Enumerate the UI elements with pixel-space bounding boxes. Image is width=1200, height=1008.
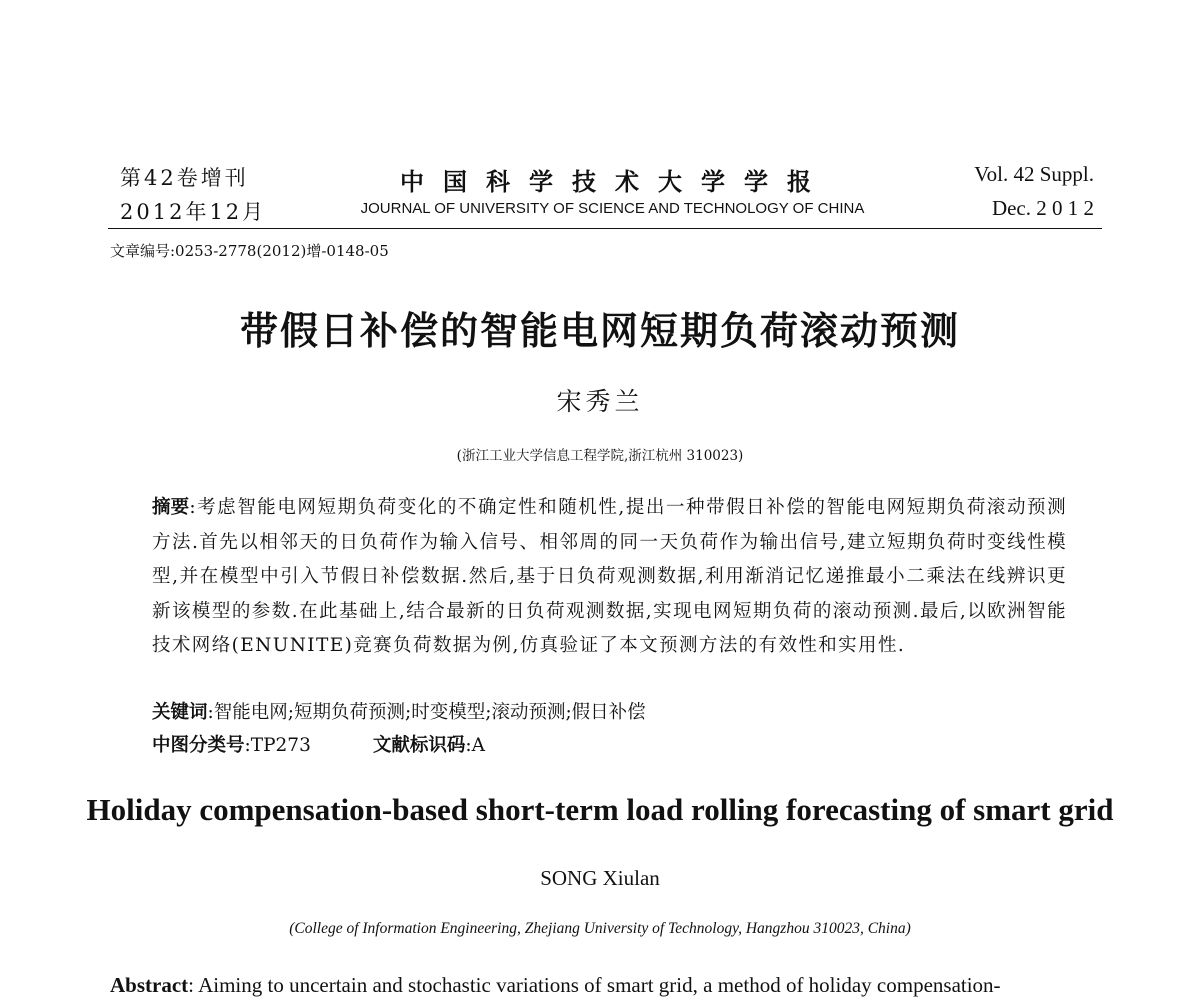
volume-issue-en: Vol. 42 Suppl.	[974, 162, 1094, 186]
volume-issue-cn: 第42卷增刊	[120, 166, 249, 190]
doc-code-label: 文献标识码	[372, 735, 466, 756]
clc-label: 中图分类号	[152, 735, 245, 756]
keywords-cn-text: :智能电网;短期负荷预测;时变模型;滚动预测;假日补偿	[207, 702, 646, 723]
paper-title-en: Holiday compensation-based short-term load rolling forecasting of smart grid	[86, 792, 1114, 827]
abstract-en	[110, 968, 1100, 1002]
author-name-en: SONG Xiulan	[540, 866, 660, 890]
affiliation-cn: (浙江工业大学信息工程学院,浙江杭州 310023)	[456, 448, 744, 464]
abstract-cn-label: 摘要	[152, 497, 190, 518]
author-name-cn: 宋秀兰	[556, 387, 644, 416]
doc-code-value: :A	[465, 735, 485, 756]
journal-title-cn: 中国科学技术大学学报	[400, 167, 830, 196]
affiliation-en: (College of Information Engineering, Zhejiang University of Technology, Hangzhou 310023, China)	[289, 920, 911, 937]
keywords-cn-label: 关键词	[152, 702, 208, 723]
article-number: 文章编号:0253-2778(2012)增-0148-05	[110, 242, 389, 260]
abstract-en-label: Abstract	[110, 973, 189, 997]
journal-title-en: JOURNAL OF UNIVERSITY OF SCIENCE AND TECHNOLOGY OF CHINA	[360, 200, 865, 217]
abstract-cn-text: :考虑智能电网短期负荷变化的不确定性和随机性,提出一种带假日补偿的智能电网短期负荷滚动预测方法.首先以相邻天的日负荷作为输入信号、相邻周的同一天负荷作为输出信号,建立短期负荷时变线性模型,并在模型中引入节假日补偿数据.然后,基于日负荷观测数据,利用渐消记忆递推最小二乘法在线辨识更新该模型的参数.在此基础上,结合最新的日负荷观测数据,实现电网短期负荷的滚动预测.最后,以欧洲智能技术网络(ENUNITE)竞赛负荷数据为例,仿真验证了本文预测方法的有效性和实用性.	[152, 497, 1067, 656]
keywords-cn	[152, 698, 646, 724]
classification-line	[152, 731, 485, 757]
date-cn: 2012年12月	[120, 200, 267, 224]
clc-value: :TP273	[244, 735, 311, 756]
abstract-en-text: : Aiming to uncertain and stochastic variations of smart grid, a method of holiday compensation-	[188, 973, 1001, 997]
abstract-cn	[152, 491, 1067, 664]
paper-title-cn: 带假日补偿的智能电网短期负荷滚动预测	[239, 309, 960, 353]
date-en: Dec. 2 0 1 2	[991, 196, 1094, 220]
header-rule	[108, 228, 1102, 229]
